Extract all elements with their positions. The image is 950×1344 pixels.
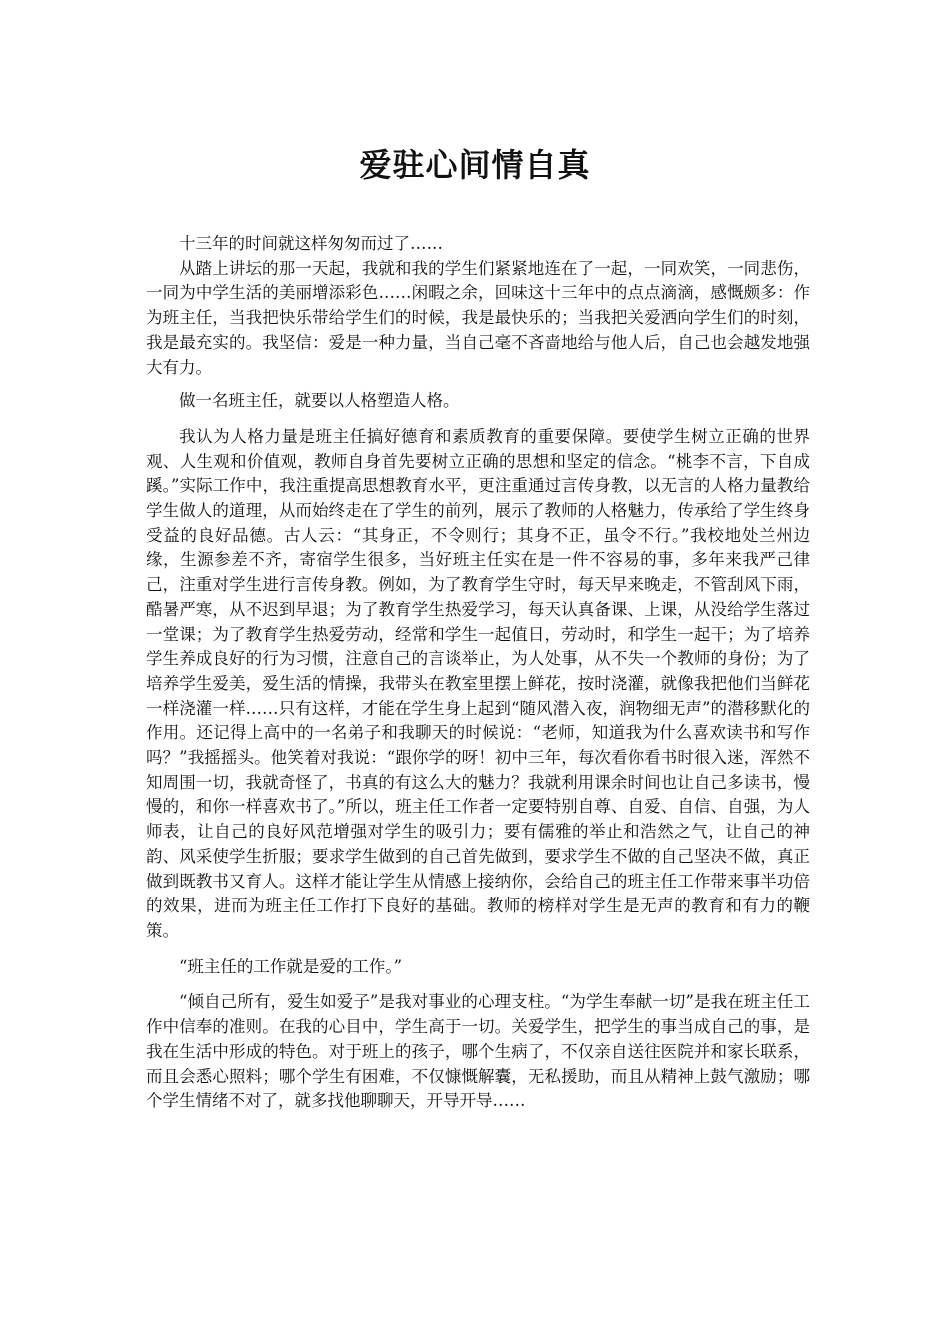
document-body	[146, 232, 810, 1114]
paragraph-4: 我认为人格力量是班主任搞好德育和素质教育的重要保障。要使学生树立正确的世界观、人生观和价值观，教师自身首先要树立正确的思想和坚定的信念。“桃李不言，下自成蹊。”实际工作中，我注重提高思想教育水平，更注重通过言传身教，以无言的人格力量教给学生做人的道理，从而始终走在了学生的前列，展示了教师的人格魅力，传承给了学生终身受益的良好品德。古人云：“其身正，不令则行；其身不正，虽令不行。”我校地处兰州边缘，生源参差不齐，寄宿学生很多，当好班主任实在是一件不容易的事，多年来我严己律己，注重对学生进行言传身教。例如，为了教育学生守时，每天早来晚走，不管刮风下雨，酷暑严寒，从不迟到早退；为了教育学生热爱学习，每天认真备课、上课，从没给学生落过一堂课；为了教育学生热爱劳动，经常和学生一起值日，劳动时，和学生一起干；为了培养学生养成良好的行为习惯，注意自己的言谈举止，为人处事，从不失一个教师的身份；为了培养学生爱美，爱生活的情操，我带头在教室里摆上鲜花，按时浇灌，就像我把他们当鲜花一样浇灌一样……只有这样，才能在学生身上起到“随风潜入夜，润物细无声”的潜移默化的作用。还记得上高中的一名弟子和我聊天的时候说：“老师，知道我为什么喜欢读书和写作吗？”我摇摇头。他笑着对我说：“跟你学的呀！初中三年，每次看你看书时很入迷，浑然不知周围一切，我就奇怪了，书真的有这么大的魅力？我就利用课余时间也让自己多读书，慢慢的，和你一样喜欢书了。”所以，班主任工作者一定要特别自尊、自爱、自信、自强，为人师表，让自己的良好风范增强对学生的吸引力；要有儒雅的举止和浩然之气，让自己的神韵、风采使学生折服；要求学生做到的自己首先做到，要求学生不做的自己坚决不做，真正做到既教书又育人。这样才能让学生从情感上接纳你，会给自己的班主任工作带来事半功倍的效果，进而为班主任工作打下良好的基础。教师的榜样对学生是无声的教育和有力的鞭策。	[146, 426, 810, 940]
paragraph-5: “班主任的工作就是爱的工作。”	[179, 956, 403, 976]
paragraph-6: “倾自己所有，爱生如爱子”是我对事业的心理支柱。“为学生奉献一切”是我在班主任工作中信奉的准则。在我的心目中，学生高于一切。关爱学生，把学生的事当成自己的事，是我在生活中形成的特色。对于班上的孩子，哪个生病了，不仅亲自送往医院并和家长联系，而且会悉心照料；哪个学生有困难，不仅慷慨解囊，无私援助，而且从精神上鼓气激励；哪个学生情绪不对了，就多找他聊聊天，开导开导……	[146, 992, 810, 1111]
document-title: 爱驻心间情自真	[359, 146, 591, 184]
paragraph-2: 从踏上讲坛的那一天起，我就和我的学生们紧紧地连在了一起，一同欢笑，一同悲伤，一同为中学生活的美丽增添彩色……闲暇之余，回味这十三年中的点点滴滴，感慨颇多：作为班主任，当我把快乐带给学生们的时候，我是最快乐的；当我把关爱洒向学生们的时刻，我是最充实的。我坚信：爱是一种力量，当自己毫不吝啬地给与他人后，自己也会越发地强大有力。	[146, 258, 810, 377]
paragraph-3: 做一名班主任，就要以人格塑造人格。	[179, 391, 460, 411]
paragraph-1: 十三年的时间就这样匆匆而过了……	[179, 234, 443, 253]
